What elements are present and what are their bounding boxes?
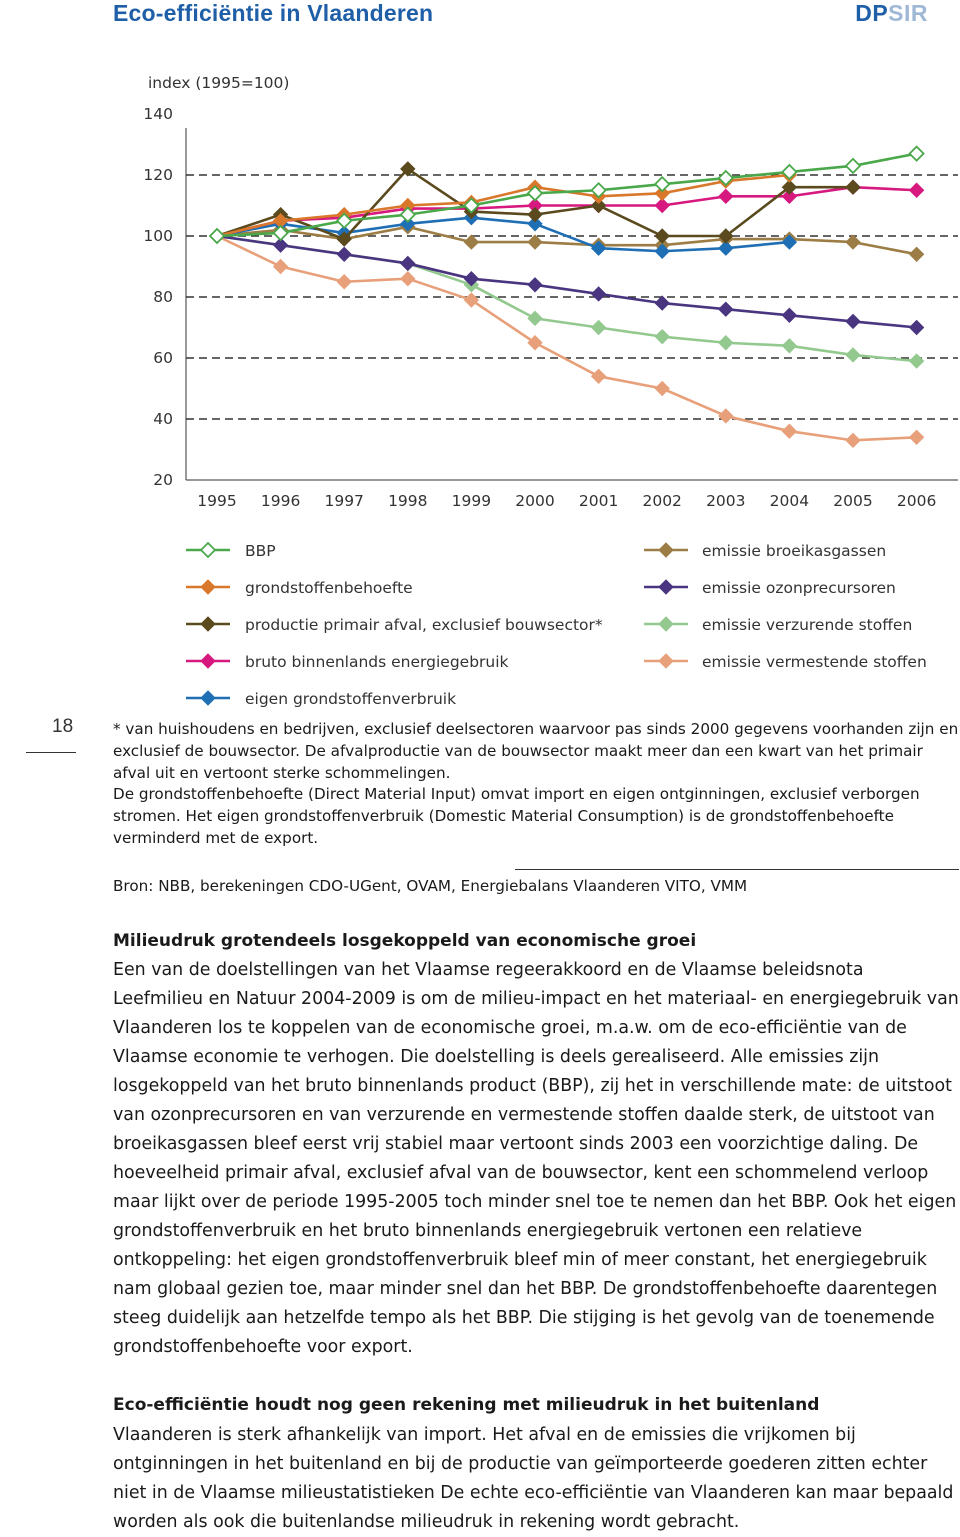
x-tick-label: 2006	[896, 492, 937, 510]
data-point-marker	[719, 302, 733, 316]
data-point-marker	[655, 330, 669, 344]
legend-item	[644, 616, 912, 634]
section-text-decoupling	[113, 956, 959, 1362]
legend-label: productie primair afval, exclusief bouwsector*	[245, 616, 603, 634]
legend-item	[186, 653, 509, 671]
x-tick-label: 2002	[642, 492, 682, 510]
x-tick-label: 1997	[324, 492, 364, 510]
legend-item	[644, 579, 896, 597]
section-paragraph: Een van de doelstellingen van het Vlaamse regeerakkoord en de Vlaamse beleidsnota Leefmilieu en Natuur 2004-2009 is om de milieu-impact en het materiaal- en energiegebruik van Vlaanderen los te koppelen van de economische groei, m.a.w. om de eco-efficiëntie van de Vlaamse economie te verhogen. Die doelstelling is deels gerealiseerd. Alle emissies zijn losgekoppeld van het bruto binnenlands product (BBP), zij het in verschillende mate: de uitstoot van ozonprecursoren en van verzurende en vermestende stoffen daalde sterk, de uitstoot van broeikasgassen bleef eerst vrij stabiel maar vertoont sinds 2003 een voorzichtige daling. De hoeveelheid primair afval, exclusief afval van de bouwsector, kent een schommelend verloop maar lijkt over de periode 1995-2005 toch minder snel toe te nemen dan het BBP. Ook het eigen grondstoffenverbruik en het bruto binnenlands energiegebruik vertonen een relatieve ontkoppeling: het eigen grondstoffenverbruik bleef min of meer constant, het energiegebruik nam globaal gezien toe, maar minder snel dan het BBP. De grondstoffenbehoefte daarentegen steeg duidelijk aan hetzelfde tempo als het BBP. Die stijging is het gevolg van de toenemende grondstoffenbehoefte voor export.	[113, 960, 959, 1357]
legend-marker	[659, 580, 673, 594]
data-point-marker	[401, 272, 415, 286]
y-tick-label: 100	[143, 227, 173, 245]
data-point-marker	[846, 235, 860, 249]
section-heading-decoupling: Milieudruk grotendeels losgekoppeld van economische groei	[113, 931, 697, 951]
legend-item	[186, 690, 456, 708]
brand-sir: SIR	[888, 0, 928, 26]
series-line	[217, 236, 917, 440]
legend-item	[186, 579, 413, 597]
y-tick-label: 40	[153, 410, 173, 428]
legend-marker	[201, 617, 215, 631]
legend-marker	[201, 543, 215, 557]
data-point-marker	[782, 339, 796, 353]
legend-marker	[201, 654, 215, 668]
data-point-marker	[210, 229, 224, 243]
section-heading-abroad: Eco-efficiëntie houdt nog geen rekening met milieudruk in het buitenland	[113, 1395, 820, 1415]
data-point-marker	[337, 275, 351, 289]
data-point-marker	[528, 336, 542, 350]
footnote-paragraph-1: * van huishoudens en bedrijven, exclusief deelsectoren waarvoor pas sinds 2000 gegevens voorhanden zijn en exclusief de bouwsector. De afvalproductie van de bouwsector maakt meer dan een kwart van het primair afval uit en vertoont sterke schommelingen.	[113, 720, 959, 782]
legend-label: emissie vermestende stoffen	[702, 653, 927, 671]
brand-dp: DP	[855, 0, 889, 26]
data-point-marker	[655, 296, 669, 310]
data-point-marker	[846, 433, 860, 447]
data-point-marker	[274, 260, 288, 274]
x-tick-label: 1998	[388, 492, 428, 510]
legend-marker	[659, 617, 673, 631]
data-point-marker	[846, 180, 860, 194]
x-tick-label: 1996	[260, 492, 301, 510]
data-point-marker	[464, 293, 478, 307]
page-number-rule	[26, 752, 76, 753]
legend-item	[186, 616, 603, 634]
page-header-title: Eco-efficiëntie in Vlaanderen	[113, 0, 434, 26]
data-point-marker	[719, 409, 733, 423]
series-8	[210, 229, 924, 447]
series-line	[217, 236, 917, 328]
data-point-marker	[719, 336, 733, 350]
data-point-marker	[592, 369, 606, 383]
data-point-marker	[782, 308, 796, 322]
data-point-marker	[528, 278, 542, 292]
chart-source: Bron: NBB, berekeningen CDO-UGent, OVAM, Energiebalans Vlaanderen VITO, VMM	[113, 877, 748, 895]
data-point-marker	[910, 247, 924, 261]
data-point-marker	[592, 321, 606, 335]
x-tick-label: 2004	[769, 492, 810, 510]
legend-marker	[201, 580, 215, 594]
data-point-marker	[846, 348, 860, 362]
data-point-marker	[846, 314, 860, 328]
x-tick-label: 2000	[515, 492, 555, 510]
y-tick-label: 140	[143, 105, 173, 123]
legend-label: emissie broeikasgassen	[702, 542, 887, 560]
x-tick-label: 1995	[197, 492, 237, 510]
data-point-marker	[655, 382, 669, 396]
data-point-marker	[528, 311, 542, 325]
data-point-marker	[401, 256, 415, 270]
data-point-marker	[337, 247, 351, 261]
data-point-marker	[592, 287, 606, 301]
y-axis-label: index (1995=100)	[148, 74, 290, 92]
y-tick-label: 60	[153, 349, 173, 367]
page-number: 18	[52, 716, 74, 737]
y-tick-label: 120	[143, 166, 173, 184]
legend-label: grondstoffenbehoefte	[245, 579, 413, 597]
data-point-marker	[910, 147, 924, 161]
x-tick-label: 2003	[706, 492, 746, 510]
section-text-abroad	[113, 1421, 959, 1537]
legend-item	[186, 542, 276, 560]
y-tick-label: 20	[153, 471, 173, 489]
chart-footnote	[113, 719, 959, 850]
data-point-marker	[782, 424, 796, 438]
x-tick-label: 2001	[578, 492, 619, 510]
legend-item	[644, 542, 886, 560]
legend-marker	[201, 691, 215, 705]
section-paragraph: Vlaanderen is sterk afhankelijk van import. Het afval en de emissies die vrijkomen bij ontginningen in het buitenland en bij de productie van geïmporteerde goederen zitten echter niet in de Vlaamse milieustatistieken De echte eco-efficiëntie van Vlaanderen kan maar bepaald worden als ook die buitenlandse milieudruk in rekening wordt gebracht.	[113, 1425, 954, 1532]
x-tick-label: 2005	[833, 492, 873, 510]
series-3	[210, 180, 924, 243]
data-point-marker	[464, 235, 478, 249]
data-point-marker	[528, 235, 542, 249]
data-point-marker	[910, 354, 924, 368]
series-line	[217, 154, 917, 236]
data-point-marker	[910, 183, 924, 197]
data-point-marker	[846, 159, 860, 173]
legend-label: emissie ozonprecursoren	[702, 579, 896, 597]
legend-label: emissie verzurende stoffen	[702, 616, 913, 634]
source-divider	[515, 869, 959, 870]
index-line-chart	[0, 60, 960, 715]
x-tick-label: 1999	[451, 492, 492, 510]
legend-marker	[659, 654, 673, 668]
data-point-marker	[719, 189, 733, 203]
legend-marker	[659, 543, 673, 557]
data-point-marker	[655, 229, 669, 243]
series-line	[217, 236, 917, 361]
brand-logo	[855, 0, 928, 27]
data-point-marker	[655, 177, 669, 191]
legend-label: BBP	[245, 542, 276, 560]
data-point-marker	[910, 430, 924, 444]
data-point-marker	[528, 208, 542, 222]
legend-label: bruto binnenlands energiegebruik	[245, 653, 509, 671]
legend-label: eigen grondstoffenverbruik	[245, 690, 457, 708]
legend-item	[644, 653, 927, 671]
data-point-marker	[910, 321, 924, 335]
footnote-paragraph-2: De grondstoffenbehoefte (Direct Material Input) omvat import en eigen ontginningen, exclusief verborgen stromen. Het eigen grondstoffenverbruik (Domestic Material Consumption) is de grondstoffenbehoefte verminderd met de export.	[113, 785, 920, 847]
y-tick-label: 80	[153, 288, 173, 306]
